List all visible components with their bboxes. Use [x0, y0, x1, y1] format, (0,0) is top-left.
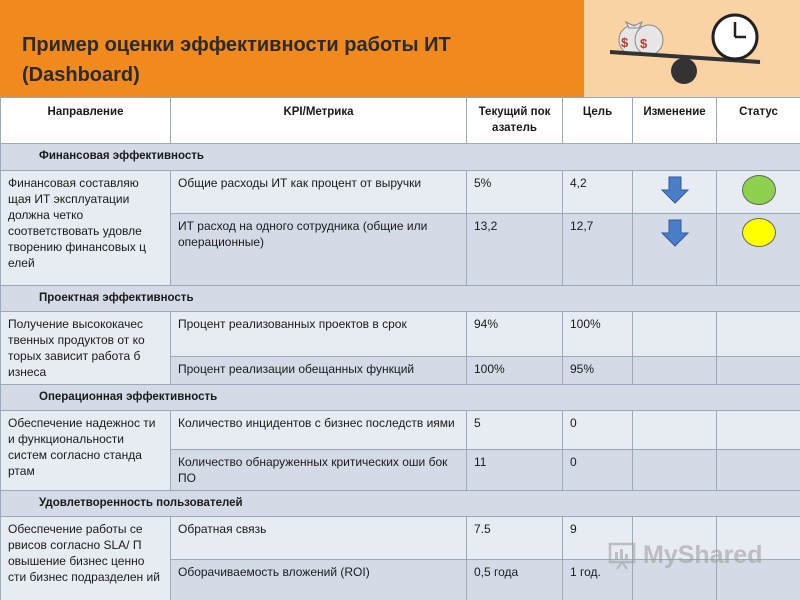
- table-row: [1, 411, 800, 450]
- status-cell: [717, 411, 800, 450]
- change-cell: [633, 312, 717, 357]
- section-row: [1, 286, 800, 312]
- current-value-cell: 0,5 года: [467, 560, 563, 600]
- balance-scale-illustration: [584, 0, 800, 97]
- table-row: [1, 171, 800, 214]
- watermark-text: MyShared: [643, 541, 763, 569]
- svg-text:$: $: [640, 36, 648, 51]
- table-header-row: [1, 98, 800, 144]
- green-light-icon: [742, 175, 776, 205]
- direction-cell: Получение высококачес твенных продуктов от ко торых зависит работа б изнеса: [1, 312, 171, 385]
- section-title-financial: Финансовая эффективность: [1, 144, 800, 171]
- table-row: [1, 312, 800, 357]
- target-value-cell: 0: [563, 411, 633, 450]
- direction-cell: Обеспечение надежнос ти и функциональности систем согласно станда ртам: [1, 411, 171, 491]
- presentation-board-icon: [608, 540, 638, 570]
- current-value-cell: 94%: [467, 312, 563, 357]
- header-banner: [0, 0, 800, 97]
- change-cell: [633, 171, 717, 214]
- current-value-cell: 5%: [467, 171, 563, 214]
- section-row: [1, 491, 800, 517]
- kpi-cell: Количество инцидентов с бизнес последств иями: [171, 411, 467, 450]
- current-value-cell: 13,2: [467, 214, 563, 286]
- change-cell: [633, 357, 717, 385]
- direction-cell: Обеспечение работы се рвисов согласно SLA/ П овышение бизнес ценно сти бизнес подразделен ий: [1, 517, 171, 600]
- kpi-cell: Обратная связь: [171, 517, 467, 560]
- section-row: [1, 144, 800, 171]
- status-cell: [717, 450, 800, 491]
- status-cell: [717, 214, 800, 286]
- column-header-kpi: KPI/Метрика: [171, 98, 467, 144]
- page-title-line-2: (Dashboard): [22, 64, 140, 86]
- kpi-cell: Процент реализованных проектов в срок: [171, 312, 467, 357]
- target-value-cell: 100%: [563, 312, 633, 357]
- column-header-target: Цель: [563, 98, 633, 144]
- current-value-cell: 5: [467, 411, 563, 450]
- status-cell: [717, 171, 800, 214]
- watermark: [608, 540, 778, 570]
- svg-text:$: $: [621, 35, 629, 50]
- section-row: [1, 385, 800, 411]
- column-header-direction: Направление: [1, 98, 171, 144]
- current-value-cell: 11: [467, 450, 563, 491]
- target-value-cell: 12,7: [563, 214, 633, 286]
- column-header-current: Текущий пок азатель: [467, 98, 563, 144]
- section-title-project: Проектная эффективность: [1, 286, 800, 312]
- target-value-cell: 4,2: [563, 171, 633, 214]
- target-value-cell: 0: [563, 450, 633, 491]
- kpi-cell: ИТ расход на одного сотрудника (общие или операционные): [171, 214, 467, 286]
- page-title-line-1: Пример оценки эффективности работы ИТ: [22, 34, 451, 56]
- kpi-cell: Общие расходы ИТ как процент от выручки: [171, 171, 467, 214]
- down-arrow-icon: [660, 175, 690, 205]
- direction-cell: Финансовая составляю щая ИТ эксплуатации должна четко соответствовать удовле творению финансовых ц елей: [1, 171, 171, 286]
- target-value-cell: 9: [563, 517, 633, 560]
- column-header-change: Изменение: [633, 98, 717, 144]
- kpi-cell: Оборачиваемость вложений (ROI): [171, 560, 467, 600]
- section-title-user-satisfaction: Удовлетворенность пользователей: [1, 491, 800, 517]
- down-arrow-icon: [660, 218, 690, 248]
- current-value-cell: 100%: [467, 357, 563, 385]
- kpi-table: [0, 97, 800, 600]
- scale-clock-icon: [584, 0, 800, 97]
- page-title: [22, 30, 582, 90]
- current-value-cell: 7.5: [467, 517, 563, 560]
- section-title-operational: Операционная эффективность: [1, 385, 800, 411]
- change-cell: [633, 214, 717, 286]
- column-header-status: Статус: [717, 98, 800, 144]
- status-cell: [717, 357, 800, 385]
- change-cell: [633, 411, 717, 450]
- kpi-cell: Процент реализации обещанных функций: [171, 357, 467, 385]
- target-value-cell: 95%: [563, 357, 633, 385]
- status-cell: [717, 312, 800, 357]
- target-value-cell: 1 год.: [563, 560, 633, 600]
- change-cell: [633, 450, 717, 491]
- yellow-light-icon: [742, 218, 776, 247]
- kpi-cell: Количество обнаруженных критических оши бок ПО: [171, 450, 467, 491]
